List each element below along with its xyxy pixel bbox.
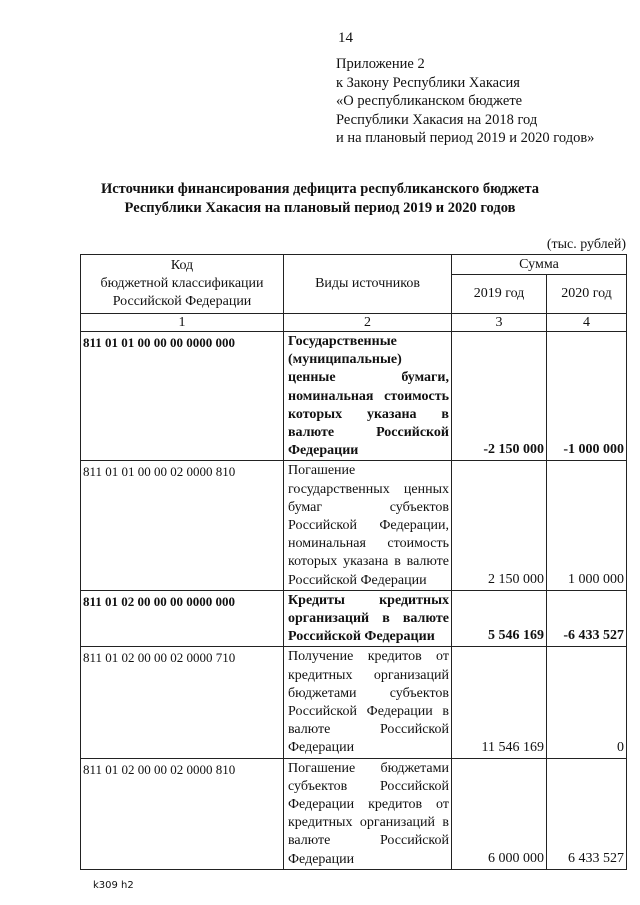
- row-source-kind: Получение кредитов от кредитных организаций бюджетами субъектов Российской Федерации в валюте Российской Федерации: [284, 647, 452, 758]
- row-code: 811 01 01 00 00 02 0000 810: [81, 461, 284, 590]
- footer-code: k309 h2: [93, 880, 134, 891]
- table-row: [81, 461, 627, 590]
- row-amount-2019: 2 150 000: [452, 461, 547, 590]
- column-number: 2: [284, 314, 452, 332]
- header-code: [81, 255, 284, 314]
- row-code: 811 01 02 00 00 02 0000 810: [81, 758, 284, 869]
- row-amount-2020: 0: [547, 647, 627, 758]
- header-sum: Сумма: [452, 255, 627, 275]
- document-title-line: Источники финансирования дефицита республиканского бюджета: [100, 181, 540, 197]
- header-year-2020: 2020 год: [547, 275, 627, 314]
- table-row: [81, 647, 627, 758]
- row-source-kind: Погашение бюджетами субъектов Российской Федерации кредитов от кредитных организаций в валюте Российской Федерации: [284, 758, 452, 869]
- row-source-kind: Государственные (муниципальные) ценные бумаги, номинальная стоимость которых указана в валюте Российской Федерации: [284, 332, 452, 461]
- table-row: [81, 332, 627, 461]
- row-amount-2020: 1 000 000: [547, 461, 627, 590]
- row-amount-2020: -1 000 000: [547, 332, 627, 461]
- header-code-line: Российской Федерации: [112, 294, 252, 309]
- row-code: 811 01 02 00 00 00 0000 000: [81, 590, 284, 647]
- header-year-2019: 2019 год: [452, 275, 547, 314]
- document-title: [0, 180, 640, 218]
- appendix-line: Приложение 2: [336, 56, 425, 72]
- appendix-line: к Закону Республики Хакасия: [336, 74, 520, 91]
- appendix-line: «О республиканском бюджете: [336, 93, 523, 109]
- appendix-line: и на плановый период 2019 и 2020 годов»: [336, 130, 595, 146]
- header-code-line: Код: [170, 258, 194, 273]
- page-number: 14: [338, 30, 353, 46]
- table-row: [81, 590, 627, 647]
- row-amount-2019: -2 150 000: [452, 332, 547, 461]
- column-number: 1: [81, 314, 284, 332]
- appendix-line: Республики Хакасия на 2018 год: [336, 111, 538, 128]
- document-title-line: Республики Хакасия на плановый период 2019 и 2020 годов: [124, 200, 516, 216]
- column-number: 3: [452, 314, 547, 332]
- row-code: 811 01 02 00 00 02 0000 710: [81, 647, 284, 758]
- row-amount-2019: 6 000 000: [452, 758, 547, 869]
- header-source-kinds: Виды источников: [284, 255, 452, 314]
- units-note: (тыс. рублей): [546, 237, 626, 252]
- row-code: 811 01 01 00 00 00 0000 000: [81, 332, 284, 461]
- appendix-header: [336, 55, 594, 148]
- header-code-line: бюджетной классификации: [100, 276, 264, 291]
- row-amount-2019: 5 546 169: [452, 590, 547, 647]
- row-amount-2019: 11 546 169: [452, 647, 547, 758]
- column-number: 4: [547, 314, 627, 332]
- table-row: [81, 758, 627, 869]
- column-numbers-row: [81, 314, 627, 332]
- row-amount-2020: 6 433 527: [547, 758, 627, 869]
- row-source-kind: Погашение государственных ценных бумаг субъектов Российской Федерации, номинальная стоимость которых указана в валюте Российской Федерации: [284, 461, 452, 590]
- row-source-kind: Кредиты кредитных организаций в валюте Российской Федерации: [284, 590, 452, 647]
- row-amount-2020: -6 433 527: [547, 590, 627, 647]
- financing-sources-table: [80, 254, 627, 870]
